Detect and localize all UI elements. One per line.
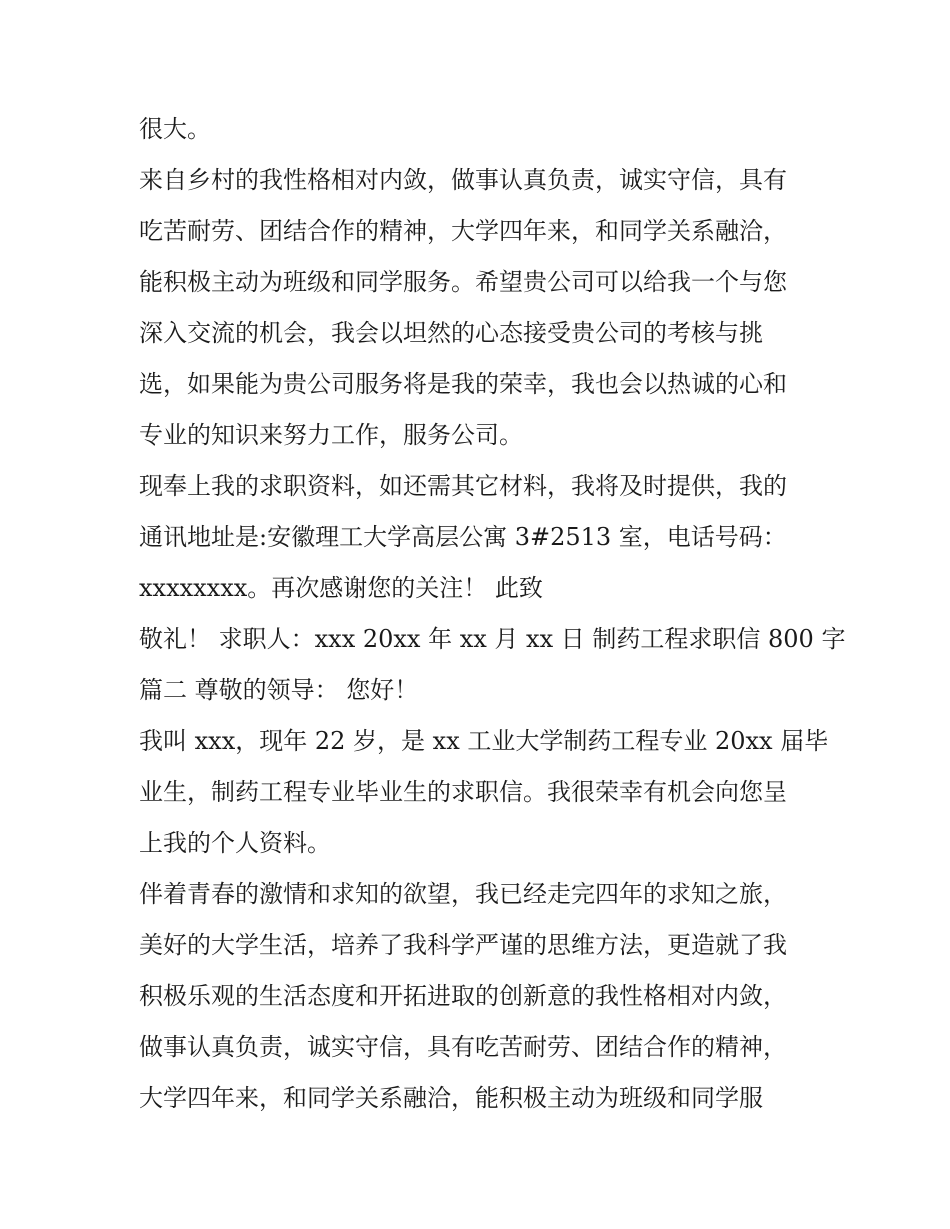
text-line: 通讯地址是:安徽理工大学高层公寓 3#2513 室，电话号码： [139, 523, 787, 551]
text-line: 伴着青春的激情和求知的欲望，我已经走完四年的求知之旅， [139, 880, 787, 908]
text-line: 来自乡村的我性格相对内敛，做事认真负责，诚实守信，具有 [139, 166, 787, 194]
text-line: 我叫 xxx，现年 22 岁，是 xx 工业大学制药工程专业 20xx 届毕 [139, 727, 829, 755]
text-line: 大学四年来，和同学关系融洽，能积极主动为班级和同学服 [139, 1084, 763, 1112]
text-line: 很大。 [139, 115, 211, 143]
document-body [139, 104, 846, 1124]
text-line: 选，如果能为贵公司服务将是我的荣幸，我也会以热诚的心和 [139, 370, 787, 398]
text-line: 美好的大学生活，培养了我科学严谨的思维方法，更造就了我 [139, 931, 787, 959]
text-line: 上我的个人资料。 [139, 829, 331, 857]
text-line: 业生，制药工程专业毕业生的求职信。我很荣幸有机会向您呈 [139, 778, 787, 806]
text-line: 篇二 尊敬的领导： 您好！ [139, 676, 419, 704]
text-line: xxxxxxxx。再次感谢您的关注！ 此致 [139, 574, 543, 602]
text-line: 吃苦耐劳、团结合作的精神，大学四年来，和同学关系融洽， [139, 217, 787, 245]
text-line: 敬礼！ 求职人：xxx 20xx 年 xx 月 xx 日 制药工程求职信 800 字 [139, 625, 846, 653]
text-line: 积极乐观的生活态度和开拓进取的创新意的我性格相对内敛， [139, 982, 787, 1010]
text-line: 能积极主动为班级和同学服务。希望贵公司可以给我一个与您 [139, 268, 787, 296]
text-line: 做事认真负责，诚实守信，具有吃苦耐劳、团结合作的精神， [139, 1033, 787, 1061]
text-line: 深入交流的机会，我会以坦然的心态接受贵公司的考核与挑 [139, 319, 763, 347]
text-line: 专业的知识来努力工作，服务公司。 [139, 421, 523, 449]
text-line: 现奉上我的求职资料，如还需其它材料，我将及时提供，我的 [139, 472, 787, 500]
